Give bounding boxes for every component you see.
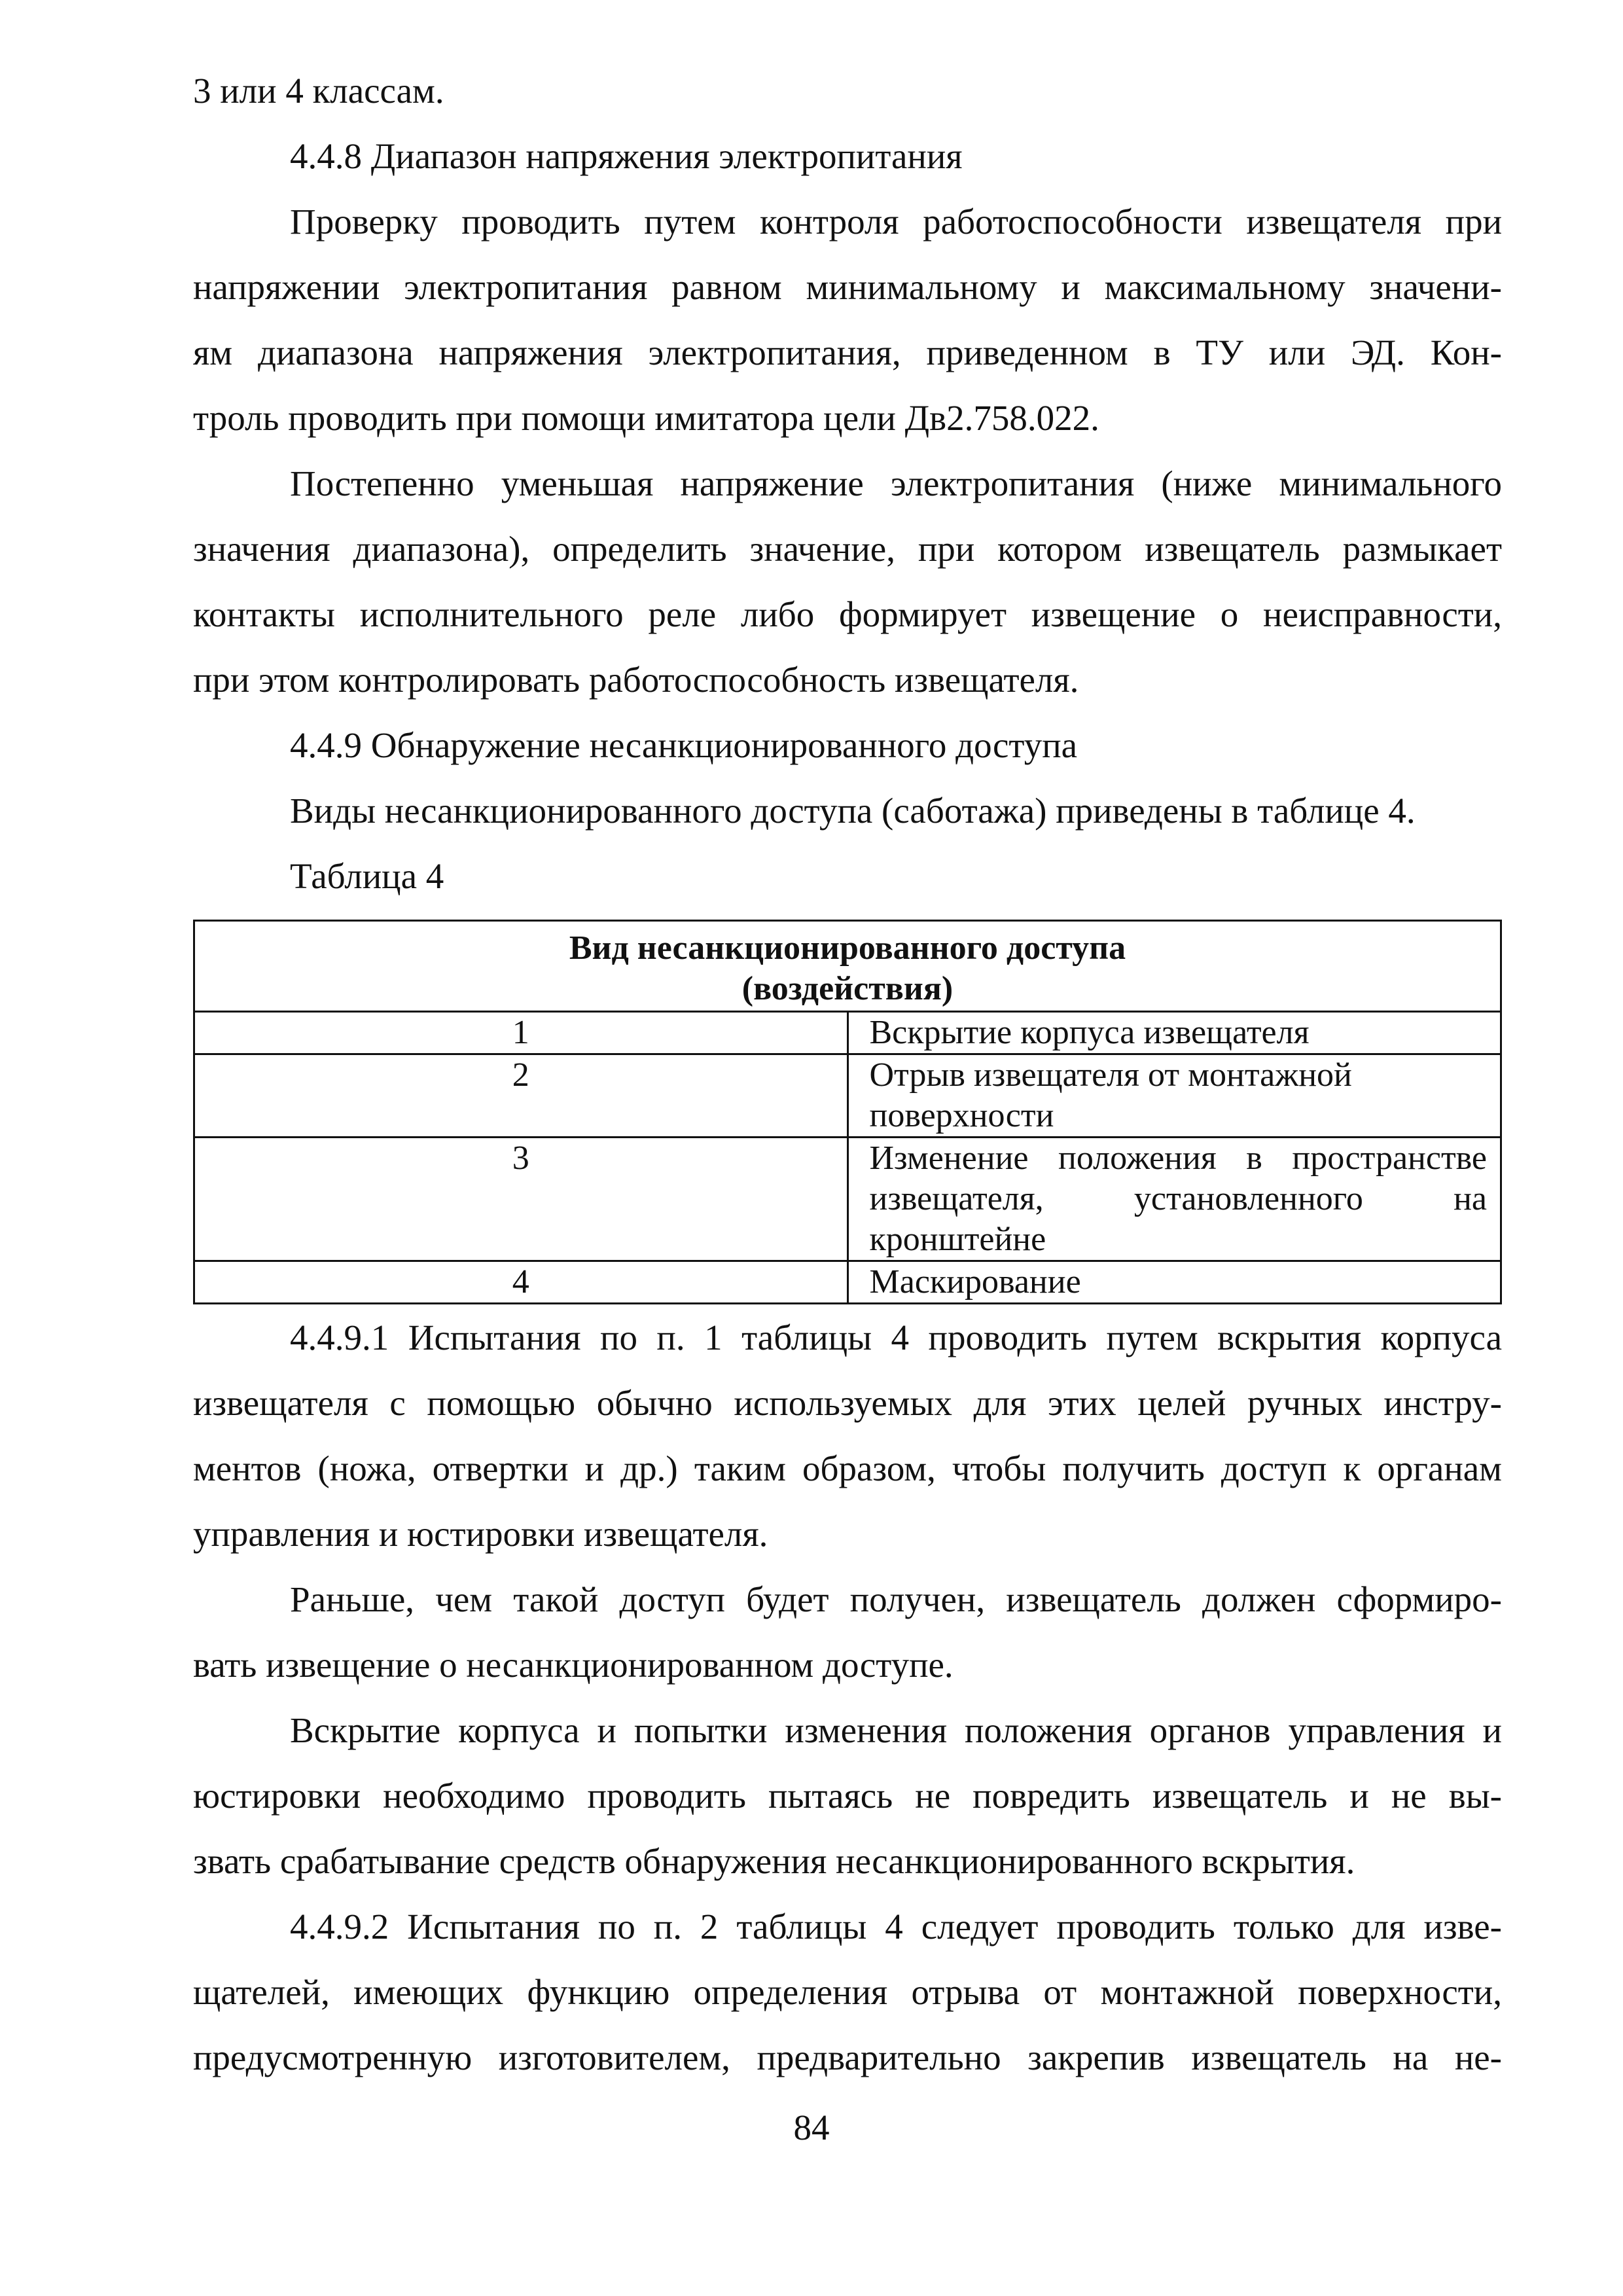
text-line: Проверку проводить путем контроля работоспособности извещателя при <box>290 202 1502 242</box>
text-line: щателей, имеющих функцию определения отрыва от монтажной поверхности, <box>193 1972 1502 2012</box>
row-text: Маскирование <box>847 1261 1501 1304</box>
text-line: юстировки необходимо проводить пытаясь не повредить извещатель и не вы- <box>193 1776 1502 1816</box>
row-text-cell <box>847 1138 1501 1261</box>
table-row <box>194 1012 1501 1054</box>
table-row <box>194 1261 1501 1304</box>
row-text: Отрыв извещателя от монтажной поверхности <box>847 1054 1501 1138</box>
text-line: Постепенно уменьшая напряжение электропитания (ниже минимального <box>290 463 1502 503</box>
text-line: троль проводить при помощи имитатора цели Дв2.758.022. <box>193 398 1099 438</box>
text-line: предусмотренную изготовителем, предварительно закрепив извещатель на не- <box>193 2037 1502 2077</box>
text-line: при этом контролировать работоспособность извещателя. <box>193 660 1079 700</box>
table-row <box>194 1054 1501 1138</box>
row-text: Вскрытие корпуса извещателя <box>847 1012 1501 1054</box>
text-line: напряжении электропитания равном минимальному и максимальному значени- <box>193 267 1502 307</box>
text-line: Виды несанкционированного доступа (саботажа) приведены в таблице 4. <box>290 791 1416 831</box>
section-heading-4-4-9-2: 4.4.9.2 Испытания по п. 2 таблицы 4 следует проводить только для изве- <box>290 1907 1502 1946</box>
section-heading-4-4-9: 4.4.9 Обнаружение несанкционированного доступа <box>290 725 1078 765</box>
row-text: кронштейне <box>869 1221 1046 1258</box>
table-row <box>194 1138 1501 1261</box>
text-line: ям диапазона напряжения электропитания, приведенном в ТУ или ЭД. Кон- <box>193 332 1502 372</box>
table-caption: Таблица 4 <box>290 856 444 896</box>
table-header-line: (воздействия) <box>741 970 954 1007</box>
text-line: вать извещение о несанкционированном доступе. <box>193 1645 954 1685</box>
text-line: управления и юстировки извещателя. <box>193 1514 768 1554</box>
text-line: извещателя с помощью обычно используемых для этих целей ручных инстру- <box>193 1383 1502 1423</box>
row-text: Изменение положения в пространстве извещателя, установленного на <box>869 1139 1487 1217</box>
page-number: 84 <box>793 2108 830 2147</box>
table-header-cell <box>194 921 1501 1012</box>
text-line: контакты исполнительного реле либо формирует извещение о неисправности, <box>193 594 1502 634</box>
row-number: 3 <box>194 1138 848 1261</box>
text-line: 3 или 4 классам. <box>193 71 444 111</box>
text-line: значения диапазона), определить значение, при котором извещатель размыкает <box>193 529 1502 569</box>
text-line: ментов (ножа, отвертки и др.) таким образом, чтобы получить доступ к органам <box>193 1448 1502 1488</box>
section-heading-4-4-9-1: 4.4.9.1 Испытания по п. 1 таблицы 4 проводить путем вскрытия корпуса <box>290 1318 1502 1357</box>
table-header-row <box>194 921 1501 1012</box>
text-line: Раньше, чем такой доступ будет получен, извещатель должен сформиро- <box>290 1579 1502 1619</box>
section-heading-4-4-8: 4.4.8 Диапазон напряжения электропитания <box>290 136 963 176</box>
text-line: звать срабатывание средств обнаружения несанкционированного вскрытия. <box>193 1841 1355 1881</box>
table-header-line: Вид несанкционированного доступа <box>569 929 1126 967</box>
row-number: 4 <box>194 1261 848 1304</box>
row-number: 1 <box>194 1012 848 1054</box>
row-number: 2 <box>194 1054 848 1138</box>
access-types-table <box>193 920 1502 1304</box>
text-line: Вскрытие корпуса и попытки изменения положения органов управления и <box>290 1710 1502 1750</box>
